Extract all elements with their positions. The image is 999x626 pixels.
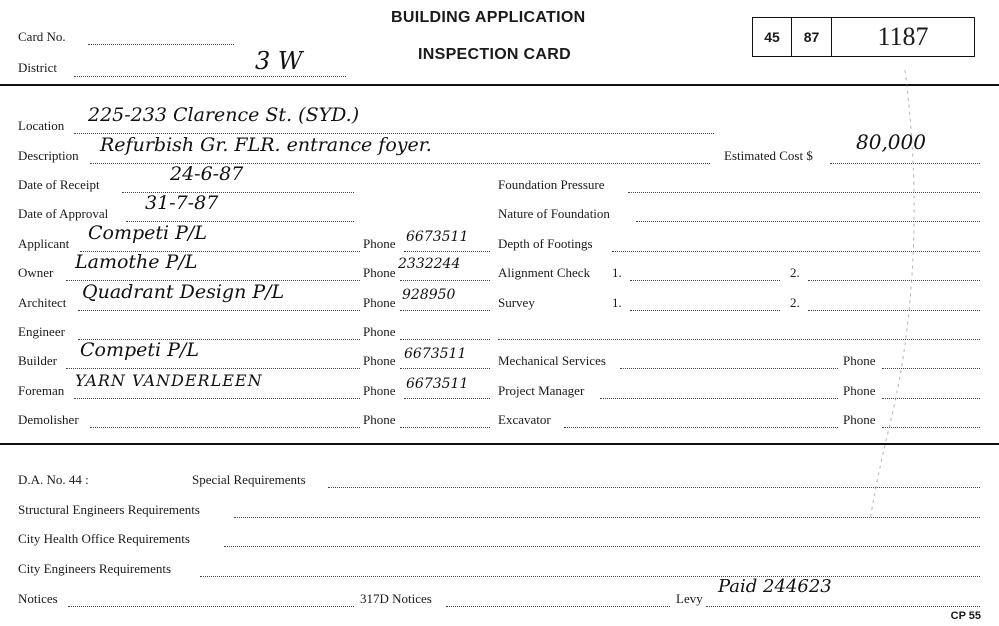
mechanical-services-phone-label: Phone [843,353,876,368]
estimated-cost-value: 80,000 [856,130,926,154]
survey-1-field [630,310,780,311]
depth-of-footings-label: Depth of Footings [498,236,593,251]
card-no-field [88,44,234,45]
applicant-value: Competi P/L [88,222,207,244]
project-manager-phone-label: Phone [843,383,876,398]
alignment-check-2-label: 2. [790,265,800,280]
date-of-approval-value: 31-7-87 [145,192,219,214]
estimated-cost-field [830,163,980,164]
foreman-phone-value: 6673511 [406,376,469,392]
foreman-label: Foreman [18,383,65,398]
survey-2-label: 2. [790,295,800,310]
levy-value: Paid 244623 [718,576,832,597]
architect-value: Quadrant Design P/L [82,281,285,303]
structural-engineers-label: Structural Engineers Requirements [18,502,200,517]
da-no-label: D.A. No. 44 : [18,472,89,487]
owner-phone-value: 2332244 [398,256,461,272]
alignment-check-label: Alignment Check [498,265,591,280]
owner-phone-label: Phone [363,265,396,280]
levy-field [706,606,980,607]
nature-of-foundation-field [636,221,980,222]
description-label: Description [18,148,79,163]
mechanical-services-label: Mechanical Services [498,353,606,368]
excavator-phone-label: Phone [843,412,876,427]
alignment-check-2-field [808,280,980,281]
demolisher-label: Demolisher [18,412,79,427]
builder-label: Builder [18,353,57,368]
architect-phone-value: 928950 [402,287,456,303]
district-field [74,76,346,77]
applicant-label: Applicant [18,236,70,251]
project-manager-phone-field [882,398,980,399]
builder-phone-value: 6673511 [404,346,467,362]
demolisher-phone-label: Phone [363,412,396,427]
demolisher-phone-field [400,427,490,428]
mechanical-services-field [620,368,838,369]
blank-right-field [498,339,980,340]
card-no-label: Card No. [18,29,66,44]
architect-label: Architect [18,295,67,310]
city-health-label: City Health Office Requirements [18,531,190,546]
excavator-field [564,427,838,428]
builder-field [66,368,360,369]
excavator-label: Excavator [498,412,551,427]
owner-value: Lamothe P/L [75,251,198,273]
applicant-phone-field [404,251,490,252]
page-title: BUILDING APPLICATION [391,9,586,26]
date-of-receipt-label: Date of Receipt [18,177,100,192]
builder-value: Competi P/L [80,339,199,361]
form-code: CP 55 [950,610,981,622]
foreman-phone-field [404,398,490,399]
alignment-check-1-label: 1. [612,265,622,280]
date-of-approval-label: Date of Approval [18,206,109,221]
nature-of-foundation-label: Nature of Foundation [498,206,610,221]
notices-label: Notices [18,591,58,606]
location-value: 225-233 Clarence St. (SYD.) [88,104,360,126]
special-requirements-field [328,487,980,488]
notices-field [68,606,354,607]
engineer-phone-label: Phone [363,324,396,339]
excavator-phone-field [882,427,980,428]
architect-phone-label: Phone [363,295,396,310]
special-requirements-label: Special Requirements [192,472,306,487]
city-health-field [224,546,980,547]
foreman-field [74,398,360,399]
survey-2-field [808,310,980,311]
architect-phone-field [400,310,490,311]
applicant-phone-value: 6673511 [406,229,469,245]
demolisher-field [90,427,360,428]
foreman-phone-label: Phone [363,383,396,398]
foundation-pressure-field [628,192,980,193]
card-number-cell-1: 45 [753,18,792,56]
city-engineers-field [200,576,980,577]
card-number-cell-2: 87 [792,18,832,56]
top-divider [0,84,999,86]
survey-1-label: 1. [612,295,622,310]
foundation-pressure-label: Foundation Pressure [498,177,605,192]
engineer-phone-field [400,339,490,340]
project-manager-label: Project Manager [498,383,585,398]
location-label: Location [18,118,65,133]
district-label: District [18,60,57,75]
description-value: Refurbish Gr. FLR. entrance foyer. [100,134,432,156]
depth-of-footings-field [612,251,980,252]
date-of-receipt-value: 24-6-87 [170,163,244,185]
levy-label: Levy [676,591,703,606]
city-engineers-label: City Engineers Requirements [18,561,172,576]
district-value: 3 W [255,47,303,75]
survey-label: Survey [498,295,535,310]
alignment-check-1-field [630,280,780,281]
project-manager-field [600,398,838,399]
mechanical-services-phone-field [882,368,980,369]
builder-phone-field [400,368,490,369]
foreman-value: YARN VANDERLEEN [75,371,263,390]
notices-317d-field [446,606,670,607]
owner-label: Owner [18,265,54,280]
page-subtitle: INSPECTION CARD [418,46,571,63]
card-number-box [752,17,975,57]
owner-phone-field [400,280,490,281]
engineer-label: Engineer [18,324,65,339]
middle-divider [0,443,999,445]
architect-field [78,310,360,311]
notices-317d-label: 317D Notices [360,591,432,606]
structural-engineers-field [234,517,980,518]
estimated-cost-label: Estimated Cost $ [724,148,813,163]
builder-phone-label: Phone [363,353,396,368]
card-number-value: 1187 [877,22,929,51]
applicant-phone-label: Phone [363,236,396,251]
